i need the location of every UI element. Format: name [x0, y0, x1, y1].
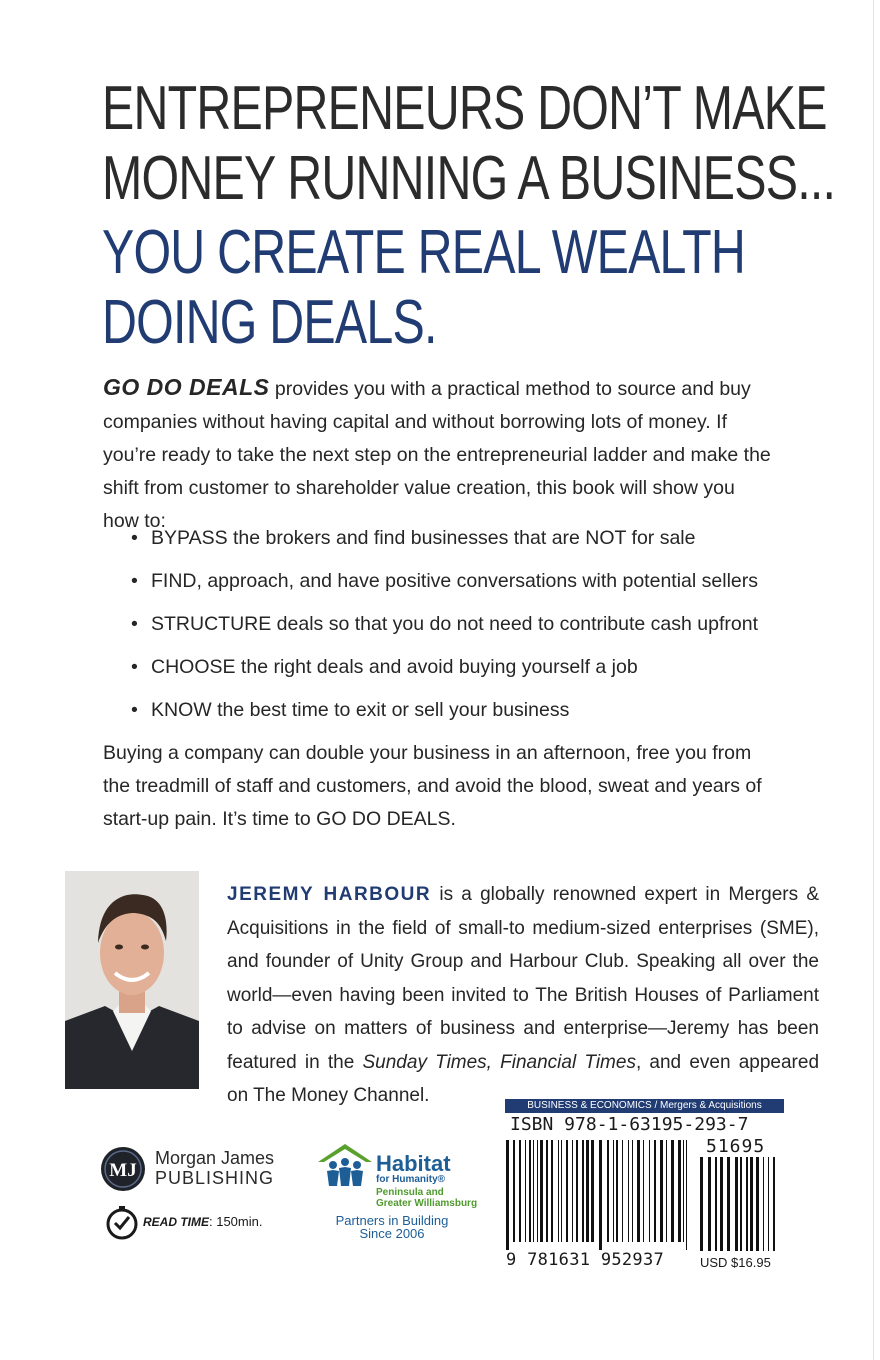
- price-barcode: [699, 1157, 777, 1251]
- barcode-bar: [649, 1140, 650, 1242]
- publisher-name: Morgan James: [155, 1148, 275, 1168]
- barcode-bar: [576, 1140, 578, 1242]
- barcode-bar: [720, 1157, 723, 1251]
- barcode-bar: [700, 1157, 703, 1251]
- barcode-bar: [643, 1140, 644, 1242]
- barcode-bar: [628, 1140, 629, 1242]
- barcode-bar: [591, 1140, 594, 1242]
- barcode-bar: [537, 1140, 538, 1242]
- intro-paragraph: [103, 371, 775, 538]
- read-time: READ TIME: 150min.: [143, 1214, 263, 1229]
- barcode-bar: [566, 1140, 568, 1242]
- book-title: GO DO DEALS: [103, 374, 270, 400]
- barcode-bar: [607, 1140, 609, 1242]
- barcode-bar: [756, 1157, 759, 1251]
- barcode-bar: [519, 1140, 521, 1242]
- habitat-partners: Partners in Building Since 2006: [335, 1213, 449, 1241]
- barcode-bar: [632, 1140, 633, 1242]
- barcode-bar: [561, 1140, 562, 1242]
- barcode-bar: [616, 1140, 618, 1242]
- list-item: • KNOW the best time to exit or sell your business: [131, 699, 570, 721]
- closing-paragraph: Buying a company can double your business in an afternoon, free you from the treadmill of staff and customers, and avoid the blood, sweat and years of start-up pain. It’s time to GO DO DEALS.: [103, 742, 762, 830]
- barcode-bar: [525, 1140, 526, 1242]
- publisher-sub: PUBLISHING: [155, 1168, 275, 1188]
- barcode-bar: [750, 1157, 753, 1251]
- headline-line-1: ENTREPRENEURS DON’T MAKE: [102, 74, 827, 143]
- author-photo: [65, 871, 199, 1089]
- barcode-bar: [572, 1140, 573, 1242]
- barcode-bar: [599, 1140, 602, 1250]
- barcode-bar: [763, 1157, 764, 1251]
- barcode-bar: [529, 1140, 531, 1242]
- publication-names: Sunday Times, Financial Times: [362, 1051, 636, 1073]
- barcode-bar: [727, 1157, 730, 1251]
- author-bio: JEREMY HARBOUR is a globally renowned expert in Mergers & Acquisitions in the field of small-to medium-sized enterprises (SME), and founder of Unity Group and Harbour Club. Speaking all over the world—even having been invited to The British Houses of Parliament to advise on matters of business and enterprise—Jeremy has been featured in the Sunday Times, Financial Times, and even appeared on The Money Channel.: [227, 884, 820, 1106]
- barcode-bar: [558, 1140, 559, 1242]
- barcode-bar: [582, 1140, 584, 1242]
- barcode-bar: [708, 1157, 711, 1251]
- barcode-bar: [546, 1140, 548, 1242]
- barcode-bar: [540, 1140, 543, 1242]
- barcode-bar: [660, 1140, 663, 1242]
- barcode-bar: [683, 1140, 684, 1242]
- price-label: USD $16.95: [700, 1255, 771, 1270]
- barcode-bar: [533, 1140, 534, 1242]
- logo-initials: MJ: [109, 1160, 137, 1181]
- ean-barcode: [505, 1140, 691, 1250]
- headline-dark: [102, 74, 835, 214]
- intro-text: provides you with a practical method to source and buy companies without having capital and without borrowing lots of money. If you’re ready to take the next step on the entrepreneurial ladder and make the shift from customer to shareholder value creation, this book will show you how to:: [103, 378, 771, 532]
- habitat-region-line1: Peninsula and: [376, 1187, 444, 1198]
- habitat-house-icon: [316, 1142, 374, 1188]
- habitat-name: Habitat: [376, 1151, 451, 1176]
- list-item: • STRUCTURE deals so that you do not need to contribute cash upfront: [131, 613, 758, 635]
- price-code: 51695: [706, 1136, 766, 1157]
- barcode-bar: [678, 1140, 681, 1242]
- author-name: JEREMY HARBOUR: [227, 884, 432, 905]
- barcode-bar: [654, 1140, 656, 1242]
- barcode-bar: [613, 1140, 614, 1242]
- isbn-label: ISBN 978-1-63195-293-7: [510, 1114, 749, 1135]
- barcode-bar: [715, 1157, 717, 1251]
- headline-line-3: YOU CREATE REAL WEALTH: [102, 218, 745, 287]
- benefit-list: [131, 517, 758, 732]
- habitat-region-line2: Greater Williamsburg: [376, 1198, 478, 1209]
- barcode-bar: [551, 1140, 553, 1242]
- barcode-bar: [506, 1140, 509, 1250]
- list-item: • BYPASS the brokers and find businesses that are NOT for sale: [131, 527, 696, 549]
- barcode-bar: [671, 1140, 674, 1242]
- headline-line-2: MONEY RUNNING A BUSINESS...: [102, 144, 836, 213]
- barcode-bar: [773, 1157, 775, 1251]
- barcode-bar: [637, 1140, 640, 1242]
- headline-line-4: DOING DEALS.: [102, 288, 437, 357]
- category-bar: BUSINESS & ECONOMICS / Mergers & Acquisitions: [505, 1099, 784, 1113]
- barcode-bar: [513, 1140, 515, 1242]
- habitat-sub: for Humanity®: [376, 1174, 446, 1185]
- barcode-bar: [666, 1140, 667, 1242]
- cover-edge-line: [873, 0, 874, 1360]
- barcode-bar: [735, 1157, 738, 1251]
- clock-icon: [104, 1205, 140, 1241]
- barcode-bar: [686, 1140, 687, 1250]
- barcode-bar: [746, 1157, 748, 1251]
- barcode-bar: [622, 1140, 623, 1242]
- headline-blue: [102, 218, 745, 358]
- morgan-james-logo-icon: [99, 1145, 147, 1193]
- list-item: • FIND, approach, and have positive conversations with potential sellers: [131, 570, 758, 592]
- barcode-bar: [740, 1157, 742, 1251]
- barcode-bar: [586, 1140, 589, 1242]
- list-item: • CHOOSE the right deals and avoid buying yourself a job: [131, 656, 638, 678]
- barcode-bar: [768, 1157, 769, 1251]
- ean-digits: 9 781631 952937: [506, 1250, 665, 1270]
